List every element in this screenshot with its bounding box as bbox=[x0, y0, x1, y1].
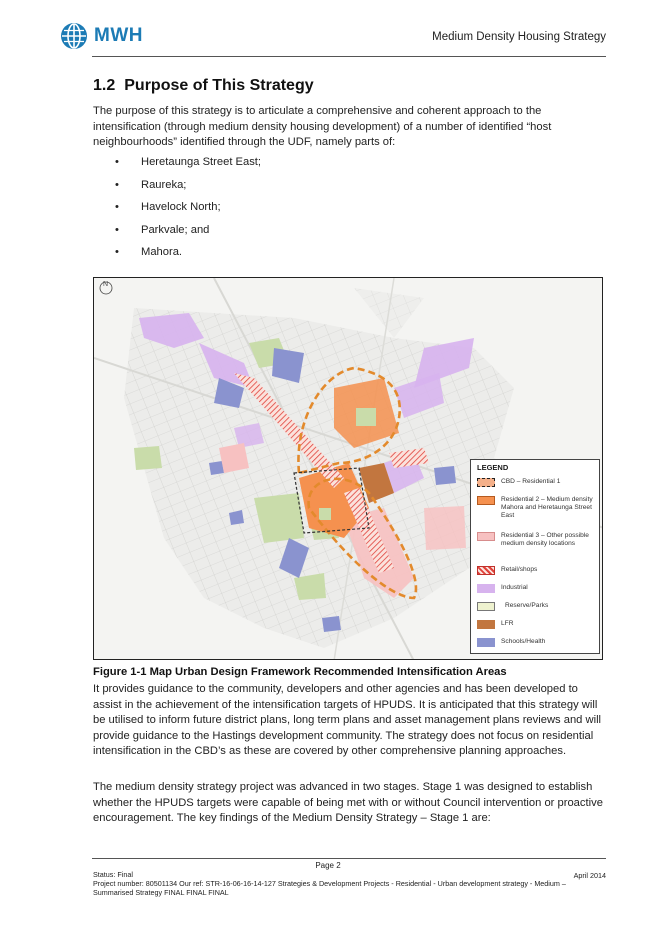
map-legend: LEGEND CBD – Residential 1 Residential 2 – Medium density Mahora and Heretaunga Street East Residential 3 – Other possible medium density locations Retail/shops Industrial Reserve/Parks LFR Schools/Health bbox=[470, 459, 600, 654]
list-item: • Parkvale; and bbox=[115, 223, 210, 236]
legend-swatch bbox=[477, 566, 495, 575]
section-number: 1.2 bbox=[93, 77, 116, 94]
body-paragraph: The medium density strategy project was advanced in two stages. Stage 1 was designed to establish whether the HPUDS targets were capable of being met with or without Council intervention or proactive encouragement. The key findings of the Medium Density Strategy – Stage 1 are: bbox=[93, 781, 603, 825]
list-item: • Havelock North; bbox=[115, 201, 221, 213]
footer-divider bbox=[92, 858, 606, 859]
page-number: Page 2 bbox=[315, 861, 341, 870]
list-item: • Mahora. bbox=[115, 246, 183, 258]
section-title: Purpose of This Strategy bbox=[124, 77, 314, 94]
bullet-marker: • bbox=[115, 201, 119, 213]
document-title: Medium Density Housing Strategy bbox=[432, 31, 606, 43]
legend-swatch bbox=[477, 620, 495, 629]
list-item: • Raureka; bbox=[115, 178, 187, 191]
list-item: • Heretaunga Street East; bbox=[115, 156, 262, 168]
footer-date: April 2014 bbox=[573, 871, 606, 880]
neighbourhood-list bbox=[93, 155, 261, 268]
body-paragraph: It provides guidance to the community, developers and other agencies and has been developed to assist in the achievement of the intensification targets of HPUDS. It is anticipated that this strategy will be utilised to inform future district plans, long term plans and asset management plans reviews and will provide guidance to the Hastings development community. The strategy does not focus on residential intensification in the CBD’s as these are covered by other comprehensive planning approaches. bbox=[93, 683, 602, 758]
bullet-marker: • bbox=[115, 223, 119, 236]
legend-swatch bbox=[477, 478, 495, 487]
legend-swatch bbox=[477, 496, 495, 505]
legend-swatch bbox=[477, 584, 495, 593]
legend-swatch bbox=[477, 638, 495, 647]
figure-caption: Figure 1-1 Map Urban Design Framework Recommended Intensification Areas bbox=[93, 666, 507, 678]
north-arrow-icon: N bbox=[103, 281, 109, 288]
section-heading bbox=[93, 77, 314, 95]
intro-paragraph: The purpose of this strategy is to articulate a comprehensive and coherent approach to the intensification (through medium density housing development) of a number of identified “host neighbourhoods” identified through the UDF, namely parts of: bbox=[93, 105, 552, 149]
logo-wordmark: MWH bbox=[94, 25, 143, 46]
bullet-marker: • bbox=[115, 178, 119, 191]
header-divider bbox=[92, 56, 606, 57]
footer-project-reference: Project number: 80501134 Our ref: STR-16-06-16-14-127 Strategies & Development Projects - Residential - Urban development strategy - Medium – Summarised Strategy FINAL FINAL FINAL bbox=[93, 879, 566, 897]
bullet-marker: • bbox=[115, 246, 119, 258]
footer-status: Status: Final bbox=[93, 870, 133, 879]
legend-title: LEGEND bbox=[477, 463, 509, 472]
legend-swatch bbox=[477, 602, 495, 611]
legend-swatch bbox=[477, 532, 495, 541]
bullet-marker: • bbox=[115, 156, 119, 168]
